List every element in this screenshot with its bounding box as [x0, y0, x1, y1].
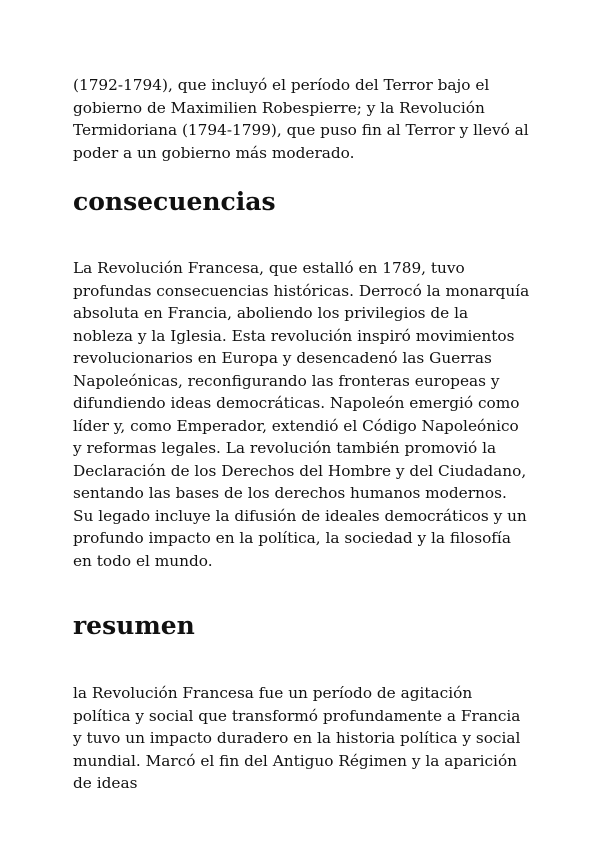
intro-paragraph: (1792-1794), que incluyó el período del Terror bajo el gobierno de Maximilien Robespierre; y la Revolución Termidoriana (1794-1799), que puso fin al Terror y llevó al poder a un gobierno más moderado.: [73, 76, 529, 162]
section-heading-consecuencias: consecuencias: [73, 187, 276, 216]
section-body-consecuencias: La Revolución Francesa, que estalló en 1789, tuvo profundas consecuencias históricas. Derrocó la monarquía absoluta en Francia, aboliendo los privilegios de la nobleza y la Iglesia. Esta revolución inspiró movimientos revolucionarios en Europa y desencadenó las Guerras Napoleónicas, reconfigurando las fronteras europeas y difundiendo ideas democráticas. Napoleón emergió como líder y, como Emperador, extendió el Código Napoleónico y reformas legales. La revolución también promovió la Declaración de los Derechos del Hombre y del Ciudadano, sentando las bases de los derechos humanos modernos. Su legado incluye la difusión de ideales democráticos y un profundo impacto en la política, la sociedad y la filosofía en todo el mundo.: [73, 259, 530, 570]
section-body-resumen: la Revolución Francesa fue un período de agitación política y social que transformó profundamente a Francia y tuvo un impacto duradero en la historia política y social mundial. Marcó el fin del Antiguo Régimen y la aparición de ideas: [73, 684, 521, 792]
section-heading-resumen: resumen: [73, 611, 195, 640]
